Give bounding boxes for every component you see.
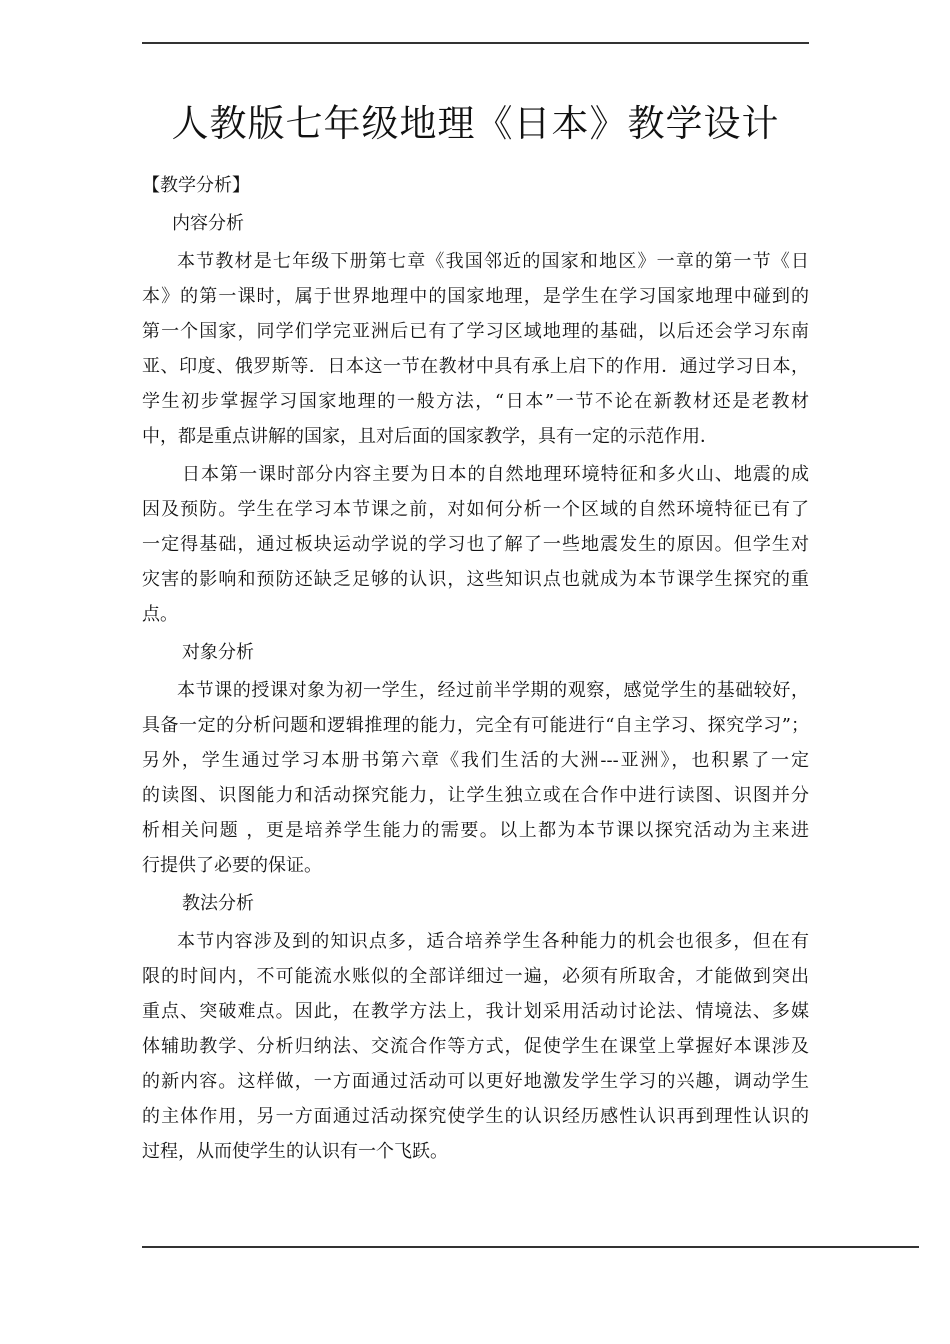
paragraph-line: 体辅助教学、分析归纳法、交流合作等方式，促使学生在课堂上掌握好本课涉及	[142, 1036, 809, 1057]
paragraph-line: 中，都是重点讲解的国家，且对后面的国家教学，具有一定的示范作用．	[142, 426, 718, 447]
document-body	[142, 168, 809, 1169]
subheading-method-analysis: 教法分析	[182, 893, 254, 914]
subheading-object-analysis: 对象分析	[182, 642, 254, 663]
subheading-content-analysis: 内容分析	[172, 213, 244, 234]
paragraph-line: 重点、突破难点。因此，在教学方法上，我计划采用活动讨论法、情境法、多媒	[142, 1001, 809, 1022]
page-title: 人教版七年级地理《日本》教学设计	[171, 102, 780, 145]
paragraph-line: 灾害的影响和预防还缺乏足够的认识，这些知识点也就成为本节课学生探究的重	[142, 569, 809, 590]
paragraph-line: 本节课的授课对象为初一学生，经过前半学期的观察，感觉学生的基础较好，	[177, 680, 809, 701]
paragraph-line: 析相关问题 ，更是培养学生能力的需要。以上都为本节课以探究活动为主来进	[142, 820, 809, 841]
paragraph-line: 亚、印度、俄罗斯等．日本这一节在教材中具有承上启下的作用．通过学习日本，	[142, 356, 809, 377]
paragraph-line: 本》的第一课时，属于世界地理中的国家地理，是学生在学习国家地理中碰到的	[142, 286, 809, 307]
paragraph-line: 具备一定的分析问题和逻辑推理的能力，完全有可能进行“自主学习、探究学习”；	[142, 715, 809, 736]
paragraph-line: 第一个国家，同学们学完亚洲后已有了学习区域地理的基础，以后还会学习东南	[142, 321, 809, 342]
paragraph-line: 限的时间内，不可能流水账似的全部详细过一遍，必须有所取舍，才能做到突出	[142, 966, 809, 987]
paragraph-line: 一定得基础，通过板块运动学说的学习也了解了一些地震发生的原因。但学生对	[142, 534, 809, 555]
paragraph-line: 另外，学生通过学习本册书第六章《我们生活的大洲---亚洲》，也积累了一定	[142, 750, 809, 771]
footer-rule	[142, 1246, 919, 1248]
paragraph-line: 过程，从而使学生的认识有一个飞跃。	[142, 1141, 448, 1162]
paragraph-line: 因及预防。学生在学习本节课之前，对如何分析一个区域的自然环境特征已有了	[142, 499, 809, 520]
paragraph-line: 的新内容。这样做，一方面通过活动可以更好地激发学生学习的兴趣，调动学生	[142, 1071, 809, 1092]
paragraph-line: 日本第一课时部分内容主要为日本的自然地理环境特征和多火山、地震的成	[182, 464, 809, 485]
paragraph-line: 本节内容涉及到的知识点多，适合培养学生各种能力的机会也很多，但在有	[177, 931, 809, 952]
paragraph-line: 的主体作用，另一方面通过活动探究使学生的认识经历感性认识再到理性认识的	[142, 1106, 809, 1127]
header-rule	[142, 42, 809, 44]
paragraph-line: 本节教材是七年级下册第七章《我国邻近的国家和地区》一章的第一节《日	[177, 251, 809, 272]
paragraph-line: 点。	[142, 604, 178, 625]
paragraph-line: 的读图、识图能力和活动探究能力，让学生独立或在合作中进行读图、识图并分	[142, 785, 809, 806]
paragraph-line: 行提供了必要的保证。	[142, 855, 322, 876]
paragraph-line: 学生初步掌握学习国家地理的一般方法，“日本”一节不论在新教材还是老教材	[142, 391, 809, 412]
section-heading: 【教学分析】	[142, 175, 250, 196]
